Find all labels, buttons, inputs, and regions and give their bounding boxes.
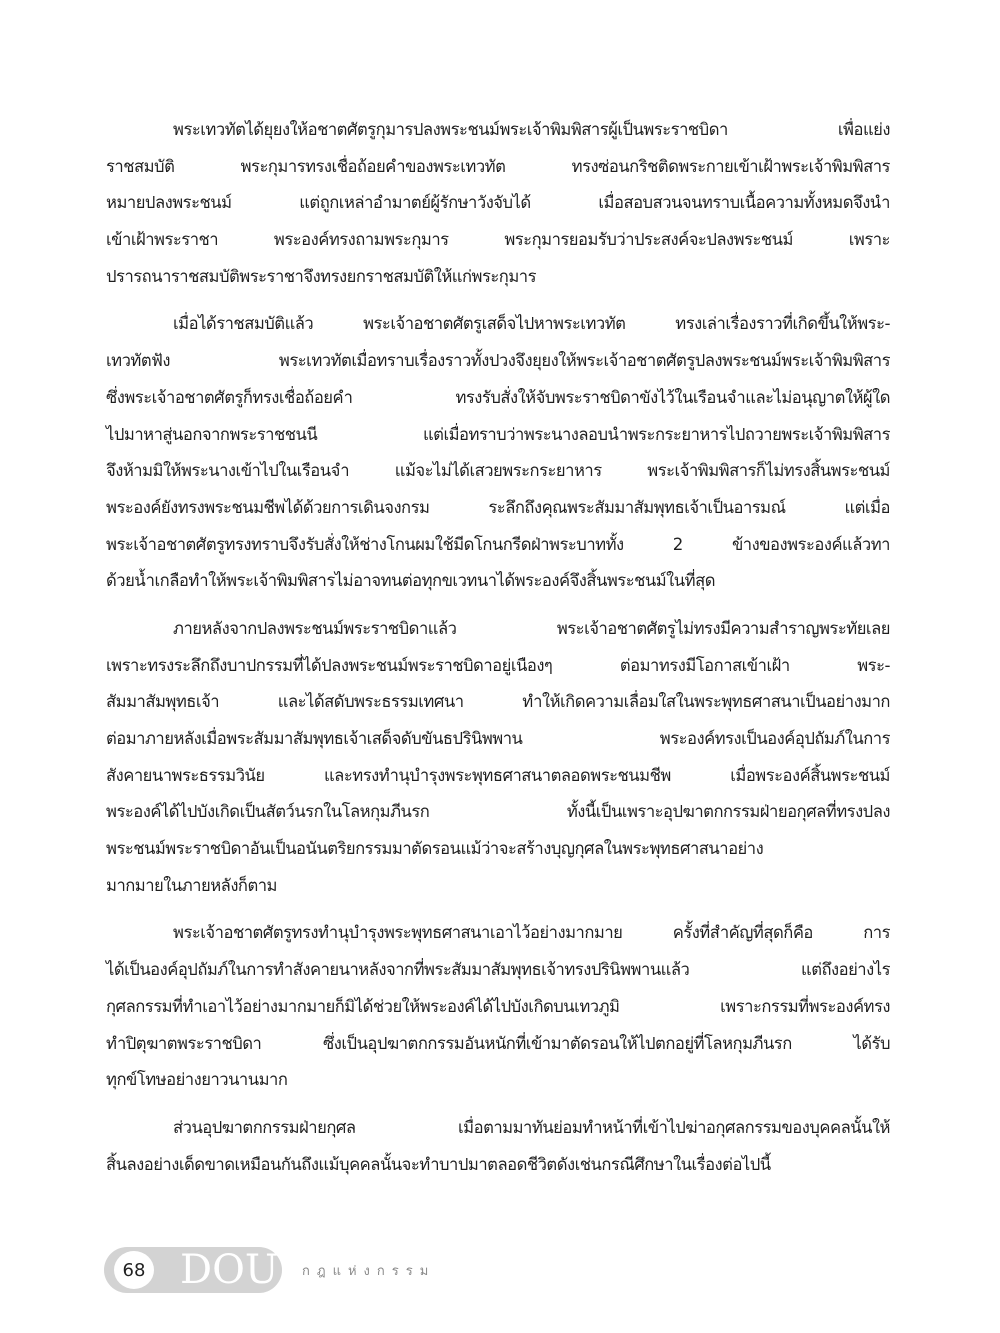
dou-logo-text: DOU [180,1247,279,1293]
text-line: ซึ่งพระเจ้าอชาตศัตรูก็ทรงเชื่อถ้อยคำ ทรงรับสั่งให้จับพระราชบิดาขังไว้ในเรือนจำและไม่อนุญาตให้ผู้ใด [106,387,890,407]
page-number: 68 [114,1251,154,1289]
text-line: พระองค์ยังทรงพระชนมชีพได้ด้วยการเดินจงกรม ระลึกถึงคุณพระสัมมาสัมพุทธเจ้าเป็นอารมณ์ แต่เมื่อ [106,497,890,517]
text-line: พระเทวทัตได้ยุยงให้อชาตศัตรูกุมารปลงพระชนม์พระเจ้าพิมพิสารผู้เป็นพระราชบิดา เพื่อแย่ง [173,120,890,139]
text-line: ราชสมบัติ พระกุมารทรงเชื่อถ้อยคำของพระเทวทัต ทรงซ่อนกริชติดพระกายเข้าเฝ้าพระเจ้าพิมพิสาร [106,156,890,176]
text-line: ปรารถนาราชสมบัติ พระราชาจึงทรงยกราชสมบัติให้แก่พระกุมาร [106,266,537,286]
text-line: ต่อมาภายหลังเมื่อพระสัมมาสัมพุทธเจ้าเสด็จดับขันธปรินิพพาน พระองค์ทรงเป็นองค์อุปถัมภ์ในการ [106,729,890,748]
text-line: ได้เป็นองค์อุปถัมภ์ในการทำสังคายนาหลังจากที่พระสัมมาสัมพุทธเจ้าทรงปรินิพพานแล้ว แต่ถึงอย่างไร [106,960,890,980]
text-line: สังคายนาพระธรรมวินัย และทรงทำนุบำรุงพระพุทธศาสนาตลอดพระชนมชีพ เมื่อพระองค์สิ้นพระชนม์ [106,765,890,785]
text-line: กุศลกรรมที่ทำเอาไว้อย่างมากมายก็มิได้ช่วยให้พระองค์ได้ไปบังเกิดบนเทวภูมิ เพราะกรรมที่พระองค์ทรง [106,996,890,1016]
text-line: พระเจ้าอชาตศัตรูทรงทราบจึงรับสั่งให้ช่างโกนผมใช้มีดโกนกรีดฝ่าพระบาททั้ง 2 ข้างของพระองค์แล้วทา [106,534,890,554]
paragraph [106,611,890,905]
text-line: จึงห้ามมิให้พระนางเข้าไปในเรือนจำ แม้จะไม่ได้เสวยพระกระยาหาร พระเจ้าพิมพิสารก็ไม่ทรงสิ้นพระชนม์ [106,461,890,481]
text-line: เมื่อได้ราชสมบัติแล้ว พระเจ้าอชาตศัตรูเสด็จไปหาพระเทวทัต ทรงเล่าเรื่องราวที่เกิดขึ้นให้พระ- [173,314,890,334]
page-footer [104,1247,435,1293]
paragraph [106,112,890,295]
text-line: เข้าเฝ้าพระราชา พระองค์ทรงถามพระกุมาร พระกุมารยอมรับว่าประสงค์จะปลงพระชนม์ เพราะ [106,230,890,250]
text-line: ภายหลังจากปลงพระชนม์พระราชบิดาแล้ว พระเจ้าอชาตศัตรูไม่ทรงมีความสำราญพระทัยเลย [173,618,890,638]
text-line: ด้วยน้ำเกลือ ทำให้พระเจ้าพิมพิสารไม่อาจทนต่อทุกขเวทนาได้พระองค์จึงสิ้นพระชนม์ในที่สุด [106,571,715,591]
text-line: ส่วนอุปฆาตกกรรมฝ่ายกุศล เมื่อตามมาทันย่อมทำหน้าที่เข้าไปฆ่าอกุศลกรรมของบุคคลนั้นให้ [173,1117,890,1137]
page-body [106,112,890,1194]
text-line: หมายปลงพระชนม์ แต่ถูกเหล่าอำมาตย์ผู้รักษาวังจับได้ เมื่อสอบสวนจนทราบเนื้อความทั้งหมดจึงนำ [106,193,890,213]
page-number-badge [104,1247,184,1293]
text-line: ไปมาหาสู่นอกจากพระราชชนนี แต่เมื่อทราบว่าพระนางลอบนำพระกระยาหารไปถวายพระเจ้าพิมพิสาร [106,424,890,444]
text-line: สิ้นลงอย่างเด็ดขาดเหมือนกัน ถึงแม้บุคคลนั้นจะทำบาปมาตลอดชีวิต ดังเช่นกรณีศึกษาในเรื่องต่อไปนี้ [106,1154,771,1174]
text-line: ทำปิตุฆาตพระราชบิดา ซึ่งเป็นอุปฆาตกกรรมอันหนักที่เข้ามาตัดรอนให้ไปตกอยู่ที่โลหกุมภีนรก ได้รับ [106,1033,890,1053]
text-line: เทวทัตฟัง พระเทวทัตเมื่อทราบเรื่องราวทั้งปวงจึงยุยงให้พระเจ้าอชาตศัตรูปลงพระชนม์พระเจ้าพิมพิสาร [106,351,890,371]
paragraph [106,306,890,600]
text-line: มากมายในภายหลังก็ตาม [106,875,277,895]
paragraph [106,1110,890,1183]
text-line: สัมมาสัมพุทธเจ้า และได้สดับพระธรรมเทศนา ทำให้เกิดความเลื่อมใสในพระพุทธศาสนาเป็นอย่างมาก [106,692,890,712]
text-line: ทุกข์โทษอย่างยาวนานมาก [106,1070,288,1090]
running-title: กฎแห่งกรรม [302,1263,436,1279]
dou-logo [180,1247,282,1293]
text-line: เพราะทรงระลึกถึงบาปกรรมที่ได้ปลงพระชนม์พระราชบิดาอยู่เนืองๆ ต่อมาทรงมีโอกาสเข้าเฝ้า พระ- [106,655,890,675]
text-line: พระเจ้าอชาตศัตรูทรงทำนุบำรุงพระพุทธศาสนาเอาไว้อย่างมากมาย ครั้งที่สำคัญที่สุดก็คือ การ [173,923,890,943]
text-line: พระองค์ได้ไปบังเกิดเป็นสัตว์นรกในโลหกุมภีนรก ทั้งนี้เป็นเพราะอุปฆาตกกรรมฝ่ายอกุศลที่ทรงปลง [106,802,890,822]
text-line: พระชนม์พระราชบิดาอันเป็นอนันตริยกรรมมาตัดรอนแม้ว่าจะสร้างบุญกุศลในพระพุทธศาสนาอย่าง [106,839,764,859]
paragraph [106,915,890,1098]
